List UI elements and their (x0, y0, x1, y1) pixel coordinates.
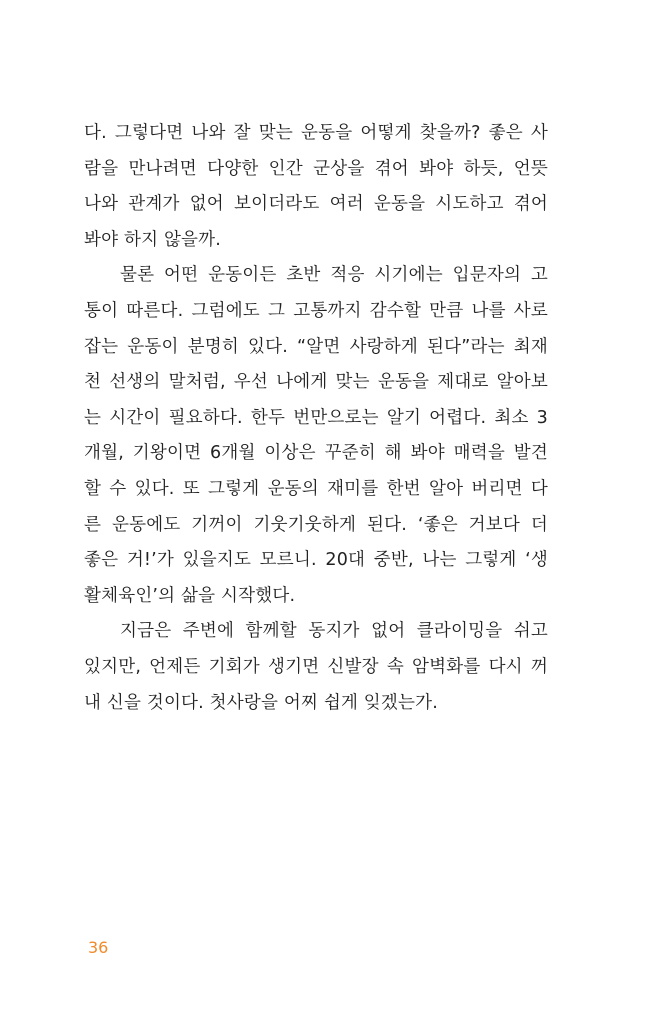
text-line: 는 시간이 필요하다. 한두 번만으로는 알기 어렵다. 최소 3 (84, 407, 548, 428)
text-line: 좋은 거!’가 있을지도 모르니. 20대 중반, 나는 그렇게 ‘생 (84, 550, 548, 571)
text-line: 물론 어떤 운동이든 초반 적응 시기에는 입문자의 고 (120, 265, 548, 286)
text-line: 개월, 기왕이면 6개월 이상은 꾸준히 해 봐야 매력을 발견 (84, 443, 548, 464)
text-line: 활체육인’의 삶을 시작했다. (84, 585, 296, 606)
text-line: 람을 만나려면 다양한 인간 군상을 겪어 봐야 하듯, 언뜻 (84, 158, 548, 179)
page-number: 36 (88, 938, 109, 957)
text-line: 할 수 있다. 또 그렇게 운동의 재미를 한번 알아 버리면 다 (84, 478, 548, 499)
body-text (84, 116, 548, 721)
text-line: 나와 관계가 없어 보이더라도 여러 운동을 시도하고 겪어 (84, 194, 548, 215)
text-line: 른 운동에도 기꺼이 기웃기웃하게 된다. ‘좋은 거보다 더 (84, 514, 548, 535)
text-line: 있지만, 언제든 기회가 생기면 신발장 속 암벽화를 다시 꺼 (84, 656, 548, 677)
paragraph (84, 258, 548, 614)
text-line: 잡는 운동이 분명히 있다. “알면 사랑하게 된다”라는 최재 (84, 336, 548, 357)
text-line: 내 신을 것이다. 첫사랑을 어찌 쉽게 잊겠는가. (84, 692, 438, 713)
text-line: 봐야 하지 않을까. (84, 229, 222, 250)
text-line: 천 선생의 말처럼, 우선 나에게 맞는 운동을 제대로 알아보 (84, 372, 548, 393)
text-line: 통이 따른다. 그럼에도 그 고통까지 감수할 만큼 나를 사로 (84, 300, 548, 321)
paragraph (84, 116, 548, 258)
text-line: 다. 그렇다면 나와 잘 맞는 운동을 어떻게 찾을까? 좋은 사 (84, 123, 548, 143)
paragraph (84, 614, 548, 721)
text-line: 지금은 주변에 함께할 동지가 없어 클라이밍을 쉬고 (120, 621, 548, 642)
